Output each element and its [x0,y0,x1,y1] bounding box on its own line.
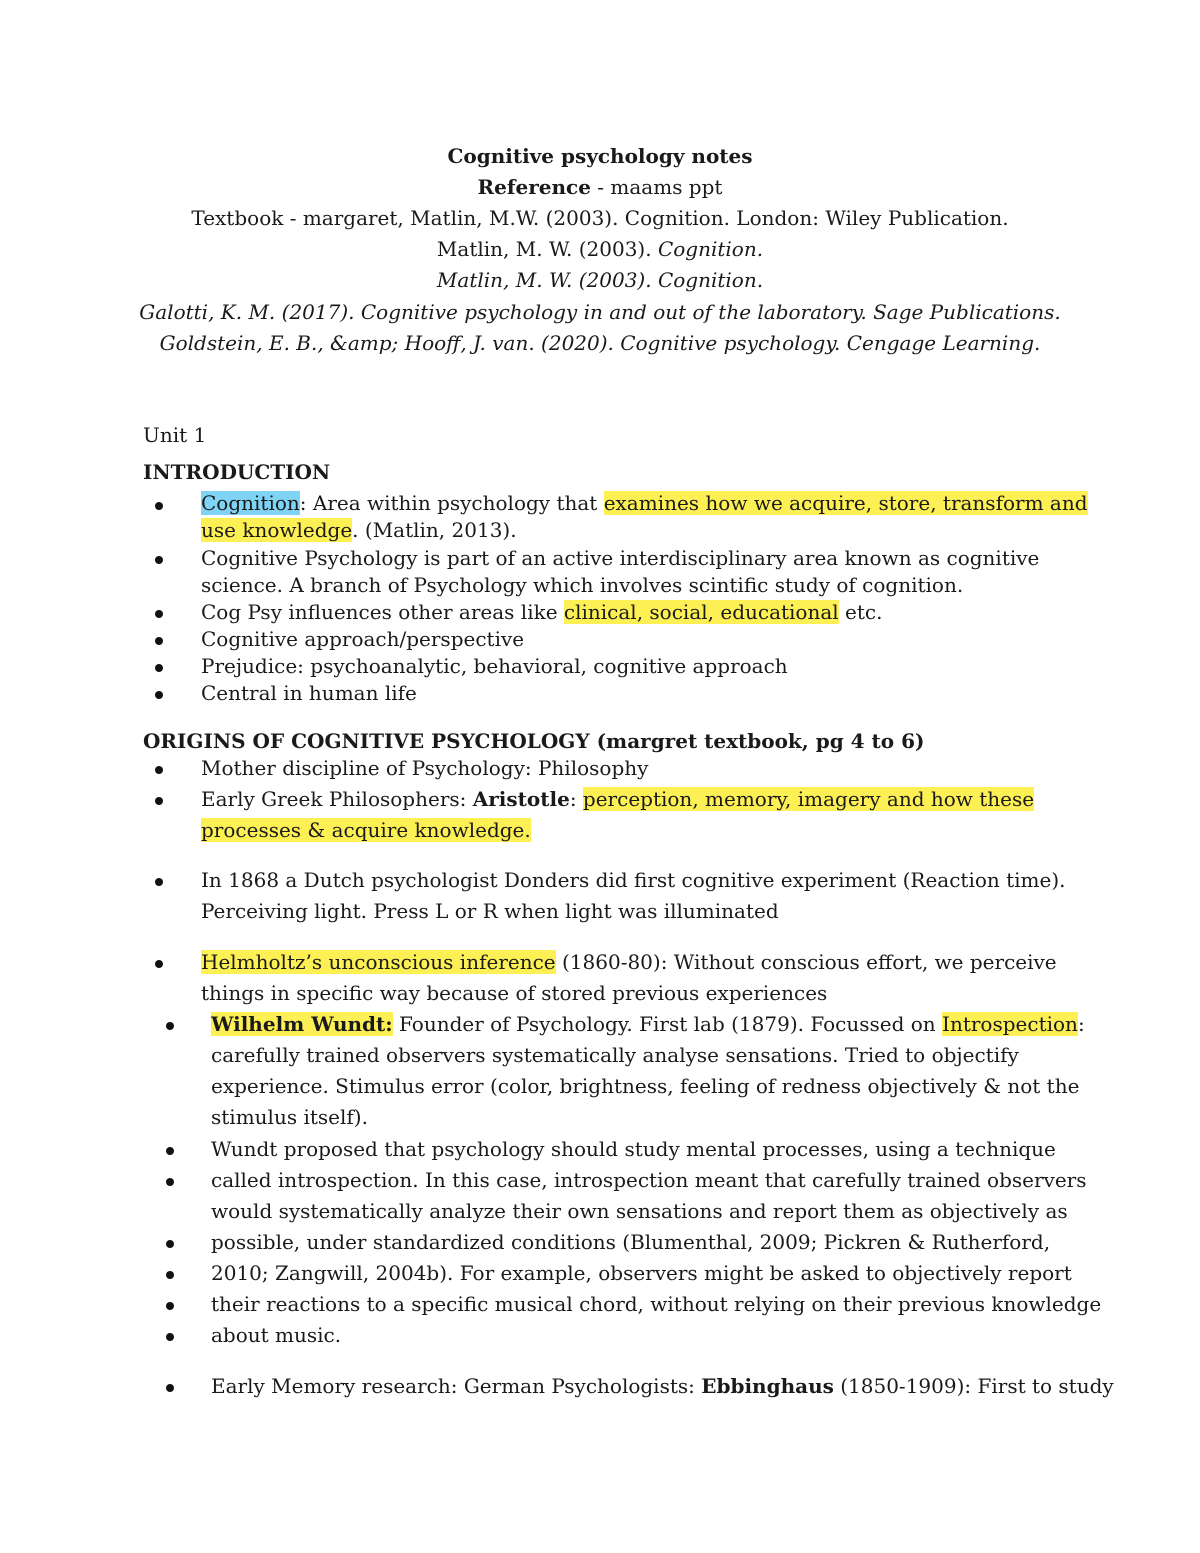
bullet-icon [166,1147,174,1155]
origins-item-2-cont [201,817,531,844]
origins-item-2-highlight-2: processes & acquire knowledge. [201,818,531,842]
origins-item-4-text: (1860-80): Without conscious effort, we perceive [555,950,1057,974]
bullet-icon [155,637,163,645]
origins-item-5-text: Founder of Psychology. First lab (1879). Focussed on [392,1012,943,1036]
origins-item-5-cont-2: experience. Stimulus error (color, brightness, feeling of redness objectively & not the [211,1074,1080,1098]
bullet-icon [155,960,163,968]
intro-item-1 [201,490,1088,517]
bullet-icon [166,1022,174,1030]
origins-heading: ORIGINS OF COGNITIVE PSYCHOLOGY (margret textbook, pg 4 to 6) [143,729,925,753]
textbook-line: Textbook - margaret, Matlin, M.W. (2003). Cognition. London: Wiley Publication. [191,206,1009,230]
origins-item-5-end: : [1077,1012,1085,1036]
bullet-icon [155,691,163,699]
citation-matlin-1 [0,234,1200,265]
citation-galotti: Galotti, K. M. (2017). Cognitive psychology in and out of the laboratory. Sage Publications. [139,300,1061,324]
wundt-line-5: 2010; Zangwill, 2004b). For example, observers might be asked to objectively report [211,1261,1072,1285]
bullet-icon [155,797,163,805]
origins-item-3: In 1868 a Dutch psychologist Donders did first cognitive experiment (Reaction time). [201,868,1066,892]
intro-item-1-end: . (Matlin, 2013). [352,518,517,542]
wundt-line-1: Wundt proposed that psychology should study mental processes, using a technique [211,1137,1056,1161]
helmholtz-highlight: Helmholtz’s unconscious inference [201,950,556,974]
origins-item-5-cont-3: stimulus itself). [211,1105,368,1129]
bullet-icon [155,556,163,564]
wundt-line-7: about music. [211,1323,342,1347]
origins-item-2 [201,786,1034,813]
bullet-icon [166,1240,174,1248]
memory-text-end: (1850-1909): First to study [833,1374,1114,1398]
origins-item-1: Mother discipline of Psychology: Philosophy [201,756,649,780]
origins-item-2-colon: : [569,787,583,811]
reference-text: - maams ppt [590,175,723,199]
intro-item-5: Prejudice: psychoanalytic, behavioral, cognitive approach [201,654,788,678]
doc-title: Cognitive psychology notes [447,144,753,168]
bullet-icon [155,878,163,886]
wundt-line-6: their reactions to a specific musical chord, without relying on their previous knowledge [211,1292,1102,1316]
intro-item-1-highlight-2: use knowledge [201,518,353,542]
bullet-icon [155,502,163,510]
reference-label: Reference [477,175,591,199]
origins-item-memory [211,1373,1114,1400]
introspection-highlight: Introspection [942,1012,1078,1036]
bullet-icon [166,1302,174,1310]
origins-item-2-highlight: perception, memory, imagery and how these [582,787,1035,811]
reference-line [0,172,1200,203]
origins-item-5-cont-1: carefully trained observers systematically analyse sensations. Tried to objectify [211,1043,1019,1067]
citation-matlin-2: Matlin, M. W. (2003). Cognition. [436,268,764,292]
bullet-icon [155,766,163,774]
intro-item-3-highlight: clinical, social, educational [563,600,839,624]
wundt-line-2: called introspection. In this case, introspection meant that carefully trained observers [211,1168,1087,1192]
bullet-icon [166,1333,174,1341]
bullet-icon [155,610,163,618]
wundt-line-4: possible, under standardized conditions (Blumenthal, 2009; Pickren & Rutherford, [211,1230,1051,1254]
wundt-line-3: would systematically analyze their own sensations and report them as objectively as [211,1199,1068,1223]
intro-item-6: Central in human life [201,681,417,705]
intro-item-2-cont: science. A branch of Psychology which involves scintific study of cognition. [201,573,964,597]
cognition-term: Cognition [201,491,300,515]
intro-item-3-end: etc. [838,600,883,624]
citation-matlin-1-title: Cognition. [657,237,764,261]
wundt-highlight: Wilhelm Wundt: [211,1012,393,1036]
intro-item-1-cont [201,517,517,544]
bullet-icon [166,1271,174,1279]
intro-heading: INTRODUCTION [143,460,331,484]
bullet-icon [166,1384,174,1392]
bullet-icon [166,1178,174,1186]
origins-item-5 [211,1011,1085,1038]
citation-matlin-1-text: Matlin, M. W. (2003). [436,237,658,261]
intro-item-1-text: : Area within psychology that [299,491,604,515]
intro-item-3 [201,599,882,626]
bullet-icon [155,664,163,672]
ebbinghaus-label: Ebbinghaus [701,1374,834,1398]
intro-item-4: Cognitive approach/perspective [201,627,525,651]
citation-goldstein: Goldstein, E. B., &amp; Hooff, J. van. (2020). Cognitive psychology. Cengage Learning. [159,331,1041,355]
memory-text: Early Memory research: German Psychologists: [211,1374,702,1398]
origins-item-2-text: Early Greek Philosophers: [201,787,473,811]
origins-item-4-cont: things in specific way because of stored previous experiences [201,981,828,1005]
aristotle-label: Aristotle [472,787,570,811]
intro-item-1-highlight: examines how we acquire, store, transform and [603,491,1088,515]
origins-item-4 [201,949,1057,976]
origins-item-3-cont: Perceiving light. Press L or R when light was illuminated [201,899,779,923]
intro-item-3-text: Cog Psy influences other areas like [201,600,564,624]
unit-label: Unit 1 [143,423,207,447]
intro-item-2: Cognitive Psychology is part of an active interdisciplinary area known as cognitive [201,546,1040,570]
